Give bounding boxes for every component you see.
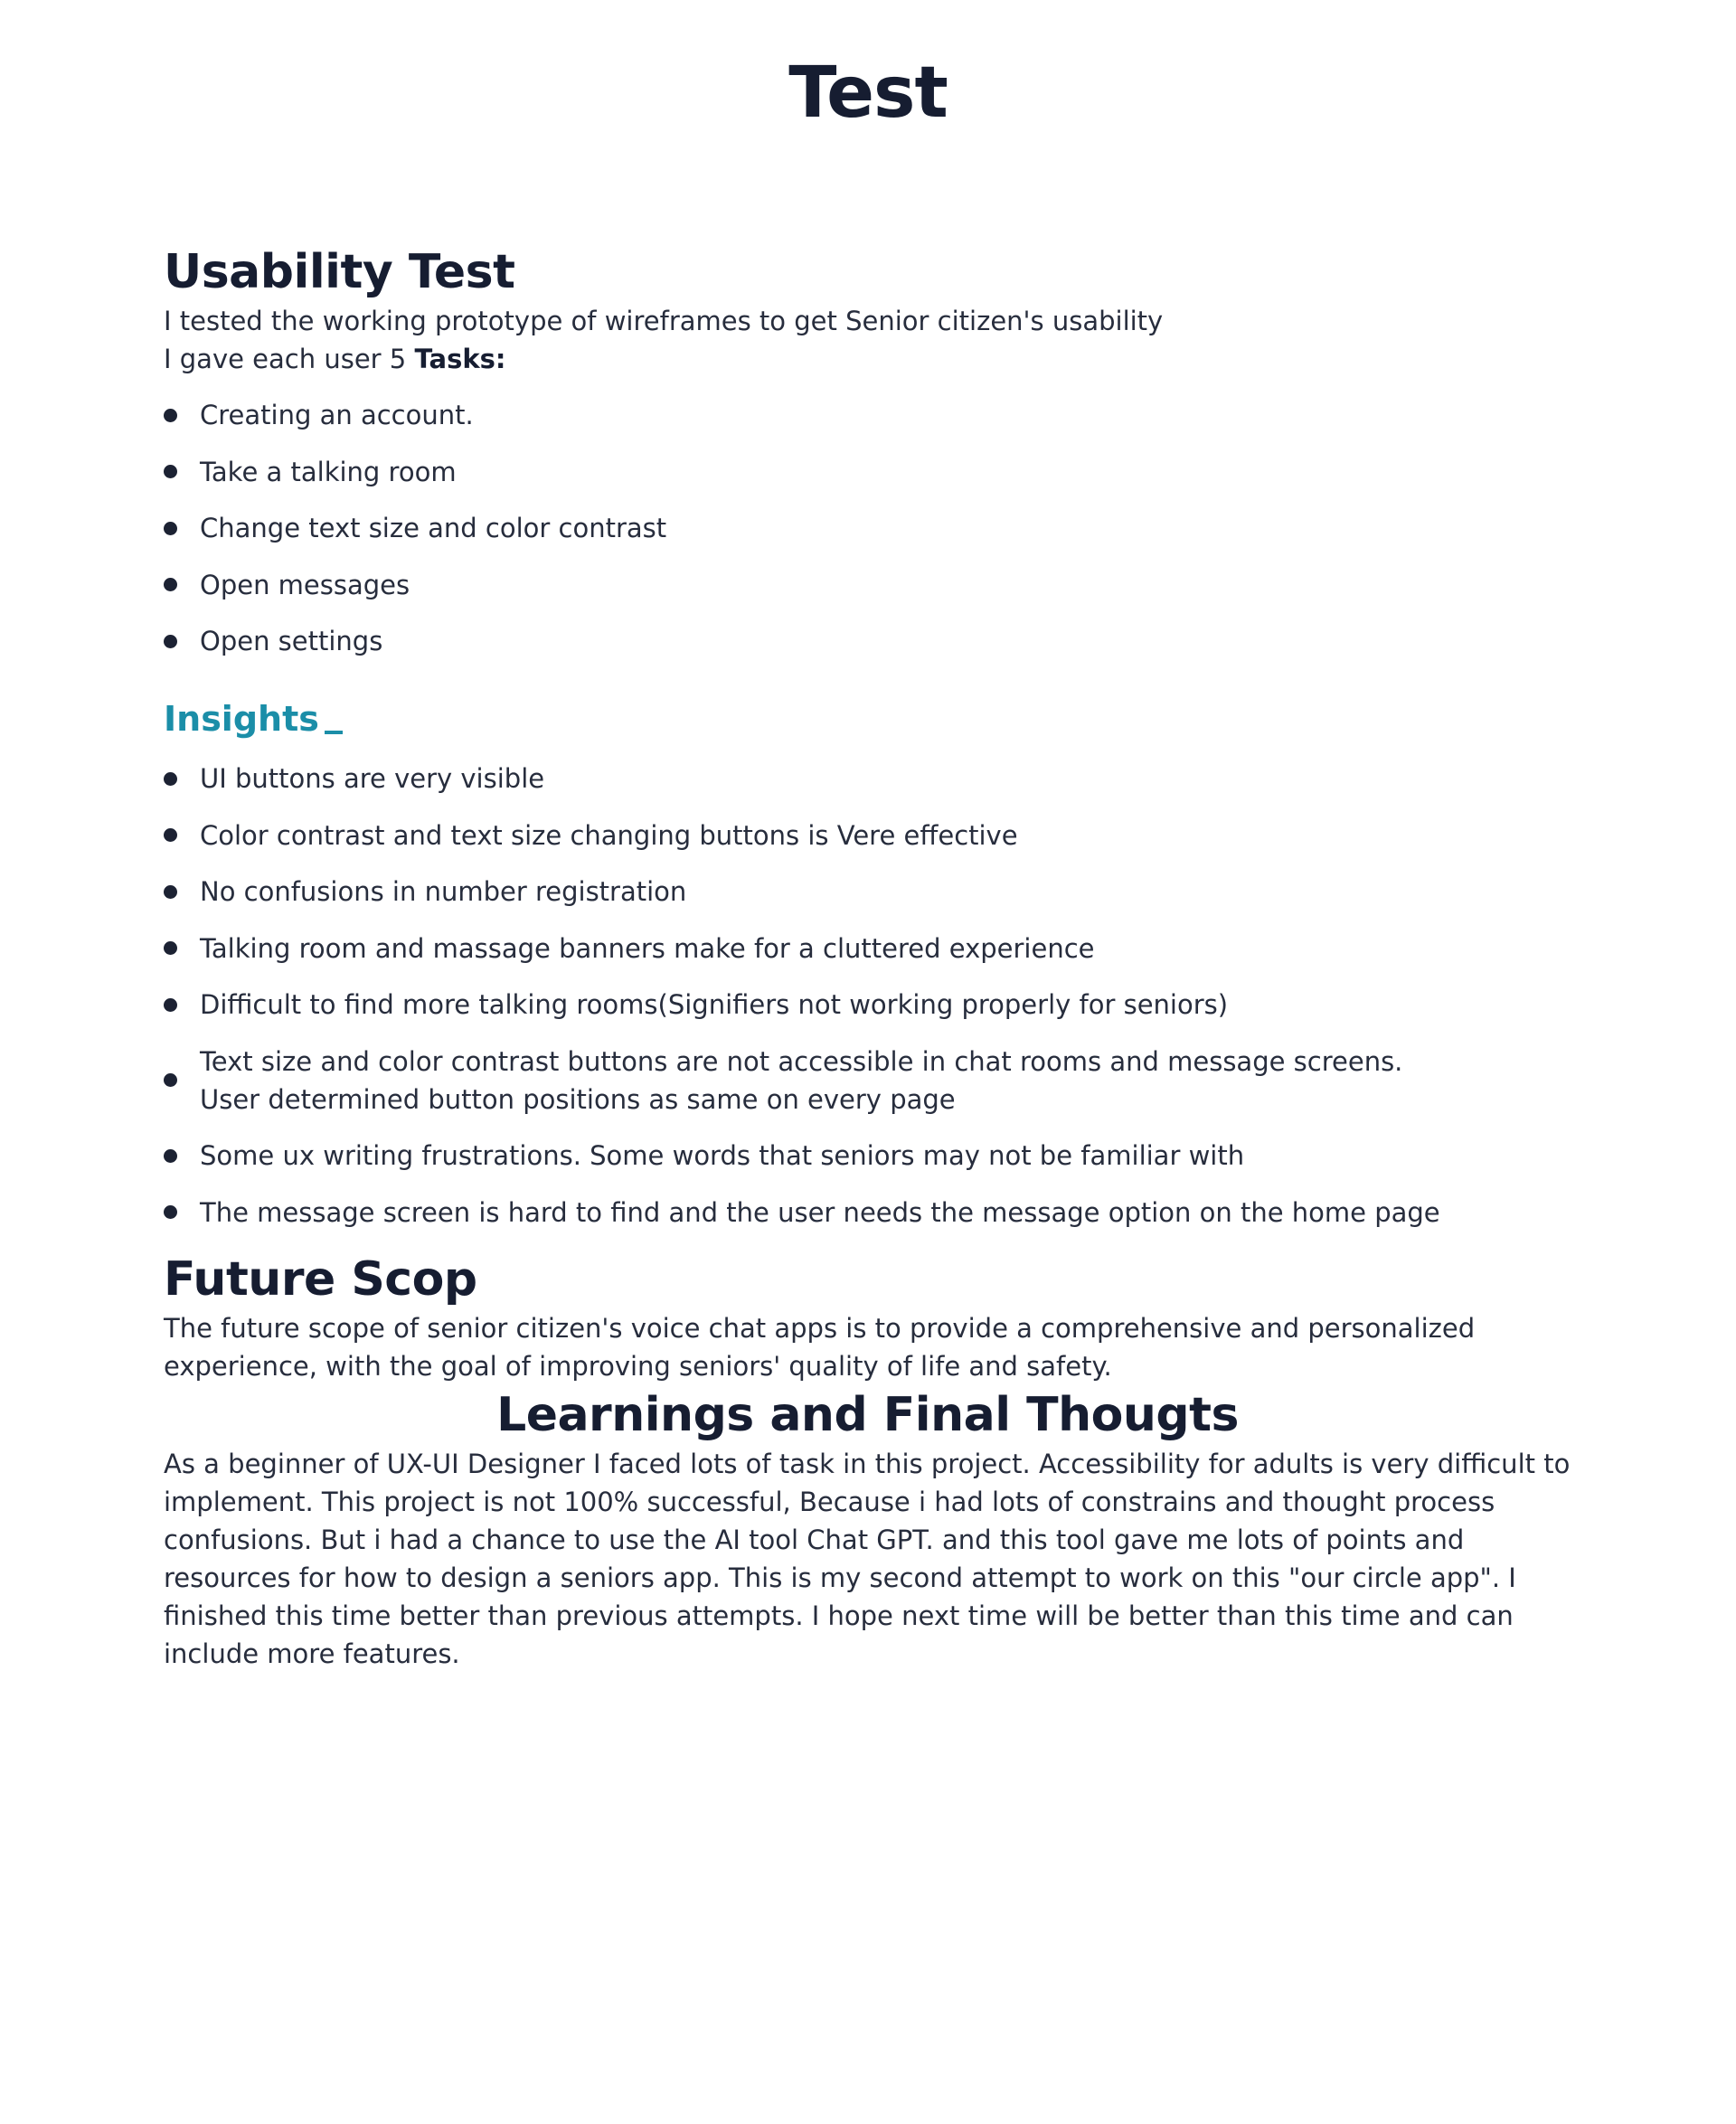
insight-item [164, 986, 1574, 1024]
bullet-icon [164, 828, 177, 842]
bullet-icon [164, 578, 177, 591]
insight-item [164, 1137, 1574, 1175]
task-text: Change text size and color contrast [200, 513, 667, 543]
underscore-icon [325, 731, 343, 734]
task-text: Open messages [200, 569, 410, 600]
task-item [164, 453, 1574, 491]
future-scope-text: The future scope of senior citizen's voice chat apps is to provide a comprehensive and personalized experience, with the goal of improving seniors' quality of life and safety. [164, 1313, 1476, 1382]
usability-test-section [164, 242, 1574, 660]
insight-text-line-2: User determined button positions as same on every page [200, 1083, 956, 1115]
insight-item [164, 760, 1574, 798]
learnings-text: As a beginner of UX-UI Designer I faced lots of task in this project. Accessibility for adults is very difficult to implement. This project is not 100% successful, Because i had lots of constrains and thought process confusions. But i had a chance to use the AI tool Chat GPT. and this tool gave me lots of points and resources for how to design a seniors app. This is my second attempt to work on this "our circle app". I finished this time better than previous attempts. I hope next time will be better than this time and can include more features. [164, 1449, 1571, 1669]
insights-section [164, 696, 1574, 1232]
bullet-icon [164, 998, 177, 1012]
insight-text: The message screen is hard to find and the user needs the message option on the home page [200, 1196, 1440, 1228]
insight-item [164, 930, 1574, 968]
future-scope-heading: Future Scop [164, 1252, 477, 1307]
tasks-intro [164, 340, 1574, 378]
tasks-label: Tasks: [414, 344, 506, 374]
page-title: Test [788, 52, 948, 134]
insight-text-line-1: Text size and color contrast buttons are not accessible in chat rooms and message screens. [200, 1045, 1403, 1077]
insight-text: Color contrast and text size changing buttons is Vere effective [200, 819, 1018, 851]
insights-heading [164, 696, 1574, 741]
learnings-section [164, 1385, 1574, 1673]
usability-intro: I tested the working prototype of wireframes to get Senior citizen's usability [164, 306, 1164, 336]
insight-item [164, 873, 1574, 911]
task-text: Take a talking room [200, 456, 457, 487]
bullet-icon [164, 465, 177, 478]
learnings-heading: Learnings and Final Thougts [496, 1388, 1239, 1442]
bullet-icon [164, 1073, 177, 1087]
task-text: Open settings [200, 626, 383, 656]
bullet-icon [164, 522, 177, 535]
insight-item [164, 817, 1574, 854]
insight-text: Difficult to find more talking rooms(Signifiers not working properly for seniors) [200, 989, 1229, 1020]
insight-text: Some ux writing frustrations. Some words that seniors may not be familiar with [200, 1140, 1245, 1171]
bullet-icon [164, 941, 177, 955]
task-list [164, 396, 1574, 660]
bullet-icon [164, 1149, 177, 1163]
task-item [164, 396, 1574, 434]
insight-text: No confusions in number registration [200, 876, 687, 907]
bullet-icon [164, 885, 177, 899]
insights-heading-text: Insights [164, 699, 319, 739]
bullet-icon [164, 772, 177, 786]
task-text: Creating an account. [200, 400, 474, 430]
insight-item [164, 1043, 1574, 1119]
tasks-intro-prefix: I gave each user 5 [164, 344, 415, 374]
future-scope-section [164, 1250, 1574, 1385]
bullet-icon [164, 409, 177, 422]
insight-text: UI buttons are very visible [200, 763, 545, 794]
page-content [164, 242, 1574, 1673]
insight-item [164, 1194, 1574, 1232]
usability-test-heading: Usability Test [164, 245, 515, 299]
task-item [164, 622, 1574, 660]
insight-text: Talking room and massage banners make for a cluttered experience [200, 932, 1095, 964]
task-item [164, 566, 1574, 604]
bullet-icon [164, 1205, 177, 1219]
insights-list [164, 760, 1574, 1232]
bullet-icon [164, 635, 177, 648]
task-item [164, 509, 1574, 547]
